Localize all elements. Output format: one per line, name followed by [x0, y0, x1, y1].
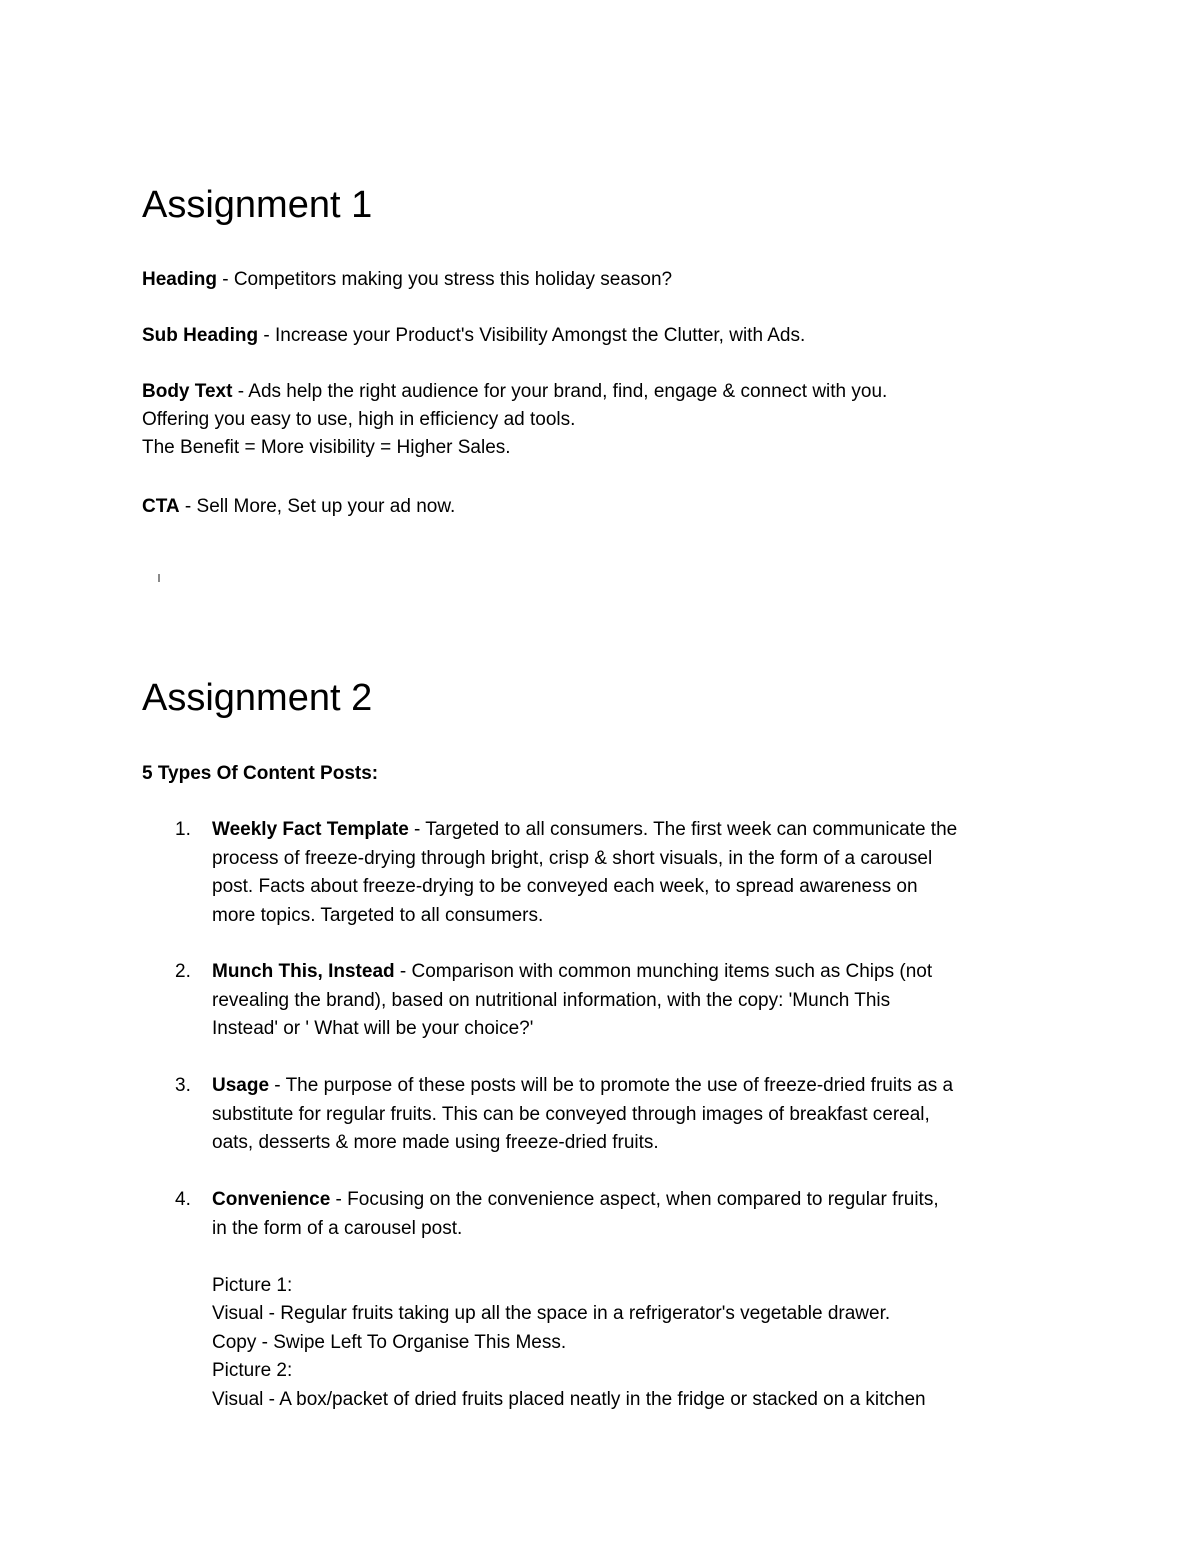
- content-posts-subtitle: [142, 760, 1082, 788]
- assignment-1-title: Assignment 1: [142, 184, 373, 226]
- list-item-line: revealing the brand), based on nutritional information, with the copy: 'Munch This: [212, 989, 891, 1011]
- list-item-number: 2.: [175, 961, 191, 982]
- list-item-label: Munch This, Instead: [212, 961, 395, 982]
- list-item-line: substitute for regular fruits. This can be conveyed through images of breakfast cereal,: [212, 1103, 930, 1125]
- heading-paragraph: [142, 266, 1082, 294]
- list-item-body: [212, 816, 1082, 930]
- subheading-paragraph: [142, 322, 1082, 350]
- body-text-line1: - Ads help the right audience for your brand, find, engage & connect with you.: [232, 381, 888, 402]
- body-text-paragraph: [142, 378, 1082, 462]
- list-item-number: 3.: [175, 1075, 191, 1096]
- list-item-label: Convenience: [212, 1189, 331, 1210]
- list-item-line: more topics. Targeted to all consumers.: [212, 904, 544, 926]
- subheading-label: Sub Heading: [142, 325, 259, 346]
- list-item-line: in the form of a carousel post.: [212, 1217, 463, 1239]
- list-item-body: [212, 958, 1082, 1044]
- picture-1-title: Picture 1:: [212, 1274, 293, 1296]
- list-item-body: [212, 1186, 1082, 1414]
- cta-text: - Sell More, Set up your ad now.: [179, 496, 456, 517]
- list-item-line: process of freeze-drying through bright, crisp & short visuals, in the form of a carousel: [212, 847, 933, 869]
- subheading-text: - Increase your Product's Visibility Amongst the Clutter, with Ads.: [258, 325, 806, 346]
- list-item-gap: [212, 1243, 1082, 1272]
- body-text-label: Body Text: [142, 381, 233, 402]
- heading-text: - Competitors making you stress this holiday season?: [216, 269, 673, 290]
- cta-label: CTA: [142, 496, 180, 517]
- list-item-line: - Comparison with common munching items such as Chips (not: [394, 961, 933, 982]
- list-item-number: 1.: [175, 819, 191, 840]
- list-item-number: 4.: [175, 1189, 191, 1210]
- content-posts-subtitle-text: 5 Types Of Content Posts:: [142, 763, 379, 784]
- list-item-line: - Targeted to all consumers. The first week can communicate the: [408, 819, 958, 840]
- picture-2-visual: Visual - A box/packet of dried fruits placed neatly in the fridge or stacked on a kitchen: [212, 1388, 926, 1410]
- list-item-line: - The purpose of these posts will be to promote the use of freeze-dried fruits as a: [269, 1075, 954, 1096]
- list-item-line: - Focusing on the convenience aspect, when compared to regular fruits,: [330, 1189, 939, 1210]
- list-item-line: oats, desserts & more made using freeze-dried fruits.: [212, 1132, 659, 1153]
- cta-paragraph: [142, 493, 1082, 521]
- body-text-line3: The Benefit = More visibility = Higher Sales.: [142, 437, 511, 458]
- list-item-label: Weekly Fact Template: [212, 819, 409, 840]
- assignment-2-title: Assignment 2: [142, 677, 373, 719]
- list-item-label: Usage: [212, 1075, 270, 1096]
- list-item-line: Instead' or ' What will be your choice?': [212, 1018, 534, 1039]
- list-item-line: post. Facts about freeze-drying to be conveyed each week, to spread awareness on: [212, 876, 918, 897]
- list-item-body: [212, 1072, 1082, 1158]
- stray-mark: [158, 574, 160, 582]
- body-text-line2: Offering you easy to use, high in efficiency ad tools.: [142, 409, 576, 430]
- picture-1-copy: Copy - Swipe Left To Organise This Mess.: [212, 1331, 567, 1353]
- heading-label: Heading: [142, 269, 217, 290]
- picture-1-visual: Visual - Regular fruits taking up all the space in a refrigerator's vegetable drawer.: [212, 1303, 891, 1324]
- body-text-line: [142, 378, 1082, 406]
- picture-2-title: Picture 2:: [212, 1360, 293, 1381]
